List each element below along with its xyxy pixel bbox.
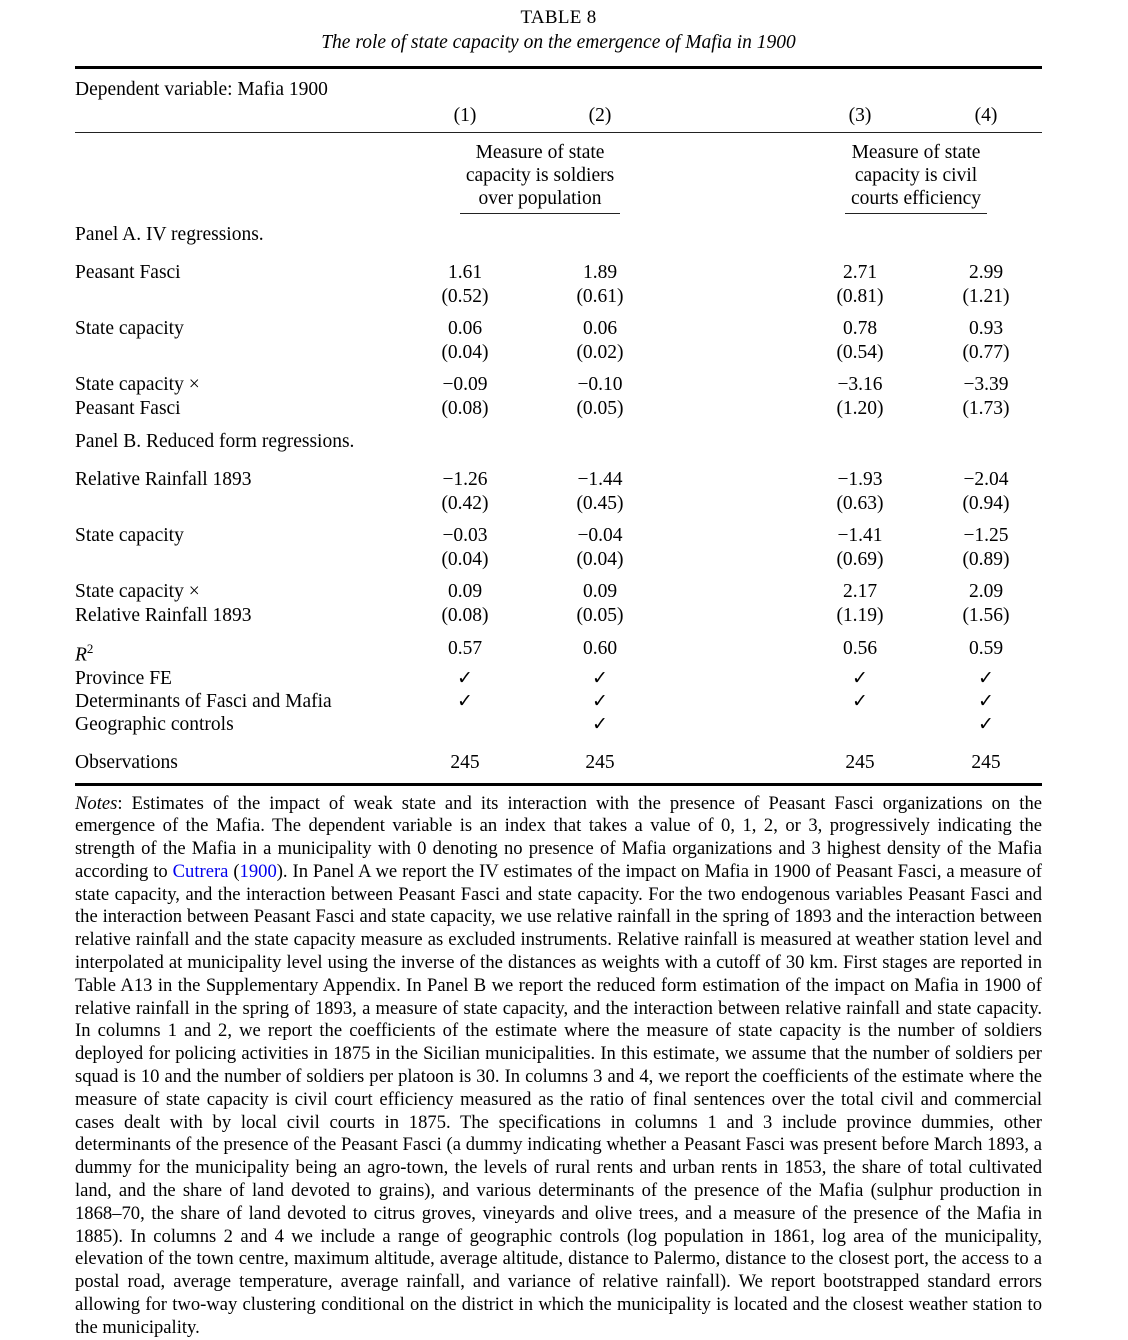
std-error: (0.02) [576,342,624,363]
std-error: (0.04) [576,549,624,570]
std-error: (0.52) [441,286,489,307]
determinants-label: Determinants of Fasci and Mafia [75,690,332,712]
column-number-row [75,102,1042,132]
group-header-row [75,133,1042,214]
variable-label: Peasant Fasci [75,262,181,283]
variable-label: State capacity [75,525,184,546]
std-error: (0.04) [441,549,489,570]
checkmark-icon: ✓ [852,690,868,712]
coefficient: −1.25 [963,525,1009,546]
checkmark-icon: ✓ [592,667,608,689]
std-error: (1.20) [836,398,884,419]
checkmark-icon: ✓ [592,713,608,735]
group-header-courts: Measure of state capacity is civil courts efficiency [790,141,1042,214]
std-error: (1.19) [836,605,884,626]
r-squared-value: 0.57 [447,638,483,659]
row-observations [75,751,1042,781]
province-fe-label: Province FE [75,667,172,689]
table-number: TABLE 8 [520,7,597,28]
coefficient: −1.93 [837,469,883,490]
checkmark-icon: ✓ [978,690,994,712]
coefficient: −1.26 [442,469,488,490]
coefficient: −3.16 [837,374,883,395]
bottom-rule [75,783,1042,786]
checkmark-icon: ✓ [592,690,608,712]
notes-label: Notes [75,792,118,814]
variable-label-line2: Peasant Fasci [75,398,181,419]
table-title: The role of state capacity on the emergence of Mafia in 1900 [321,32,796,53]
std-error: (1.21) [962,286,1010,307]
r-squared-label: R [75,644,87,666]
variable-label: State capacity × [75,581,200,602]
coefficient: 0.78 [842,318,878,339]
panel-a-label: Panel A. IV regressions. [75,224,264,245]
std-error: (0.05) [576,398,624,419]
stats-block [75,637,1042,736]
row-r-squared: $R^2$ 0.57 0.60 0.56 0.59 [75,637,1042,667]
notes-paren: ( [228,860,240,882]
geo-controls-label: Geographic controls [75,713,234,735]
notes-text-1: : Estimates of the impact of weak state and its interaction with the presence of Peasant Fasci organizations on the emergence of the Mafia. The dependent variable is an index that takes a value of 0, 1, 2, or 3, progressively indicating the strength of the Mafia in a municipality with 0 denoting no presence of Mafia organizations and 3 highest density of the Mafia according to [75,792,1042,882]
variable-label-line2: Relative Rainfall 1893 [75,605,252,626]
coefficient: 0.09 [447,581,483,602]
std-error: (0.61) [576,286,624,307]
row-relative-rainfall [75,468,1042,516]
citation-link-year[interactable]: 1900 [239,860,277,882]
std-error: (0.81) [836,286,884,307]
coefficient: −1.44 [577,469,623,490]
checkmark-icon: ✓ [457,690,473,712]
table-notes [75,793,1042,1340]
coefficient: 0.09 [582,581,618,602]
panel-b-label: Panel B. Reduced form regressions. [75,431,355,452]
coefficient: 1.89 [582,262,618,283]
coefficient: 2.09 [968,581,1004,602]
std-error: (0.89) [962,549,1010,570]
checkmark-icon: ✓ [978,713,994,735]
coefficient: −0.04 [577,525,623,546]
std-error: (0.45) [576,493,624,514]
std-error: (0.69) [836,549,884,570]
checkmark-icon: ✓ [852,667,868,689]
variable-label: Relative Rainfall 1893 [75,469,252,490]
coefficient: −0.09 [442,374,488,395]
std-error: (0.94) [962,493,1010,514]
coefficient: 2.99 [968,262,1004,283]
coefficient: 1.61 [447,262,483,283]
coefficient: 0.06 [447,318,483,339]
coefficient: 2.71 [842,262,878,283]
coefficient: 0.93 [968,318,1004,339]
std-error: (0.63) [836,493,884,514]
column-number-1: (1) [453,105,477,126]
observations-value: 245 [971,751,1001,773]
r-squared-value: 0.56 [842,638,878,659]
std-error: (1.73) [962,398,1010,419]
std-error: (0.08) [441,398,489,419]
row-state-capacity-a [75,317,1042,365]
coefficient: −2.04 [963,469,1009,490]
observations-value: 245 [585,751,615,773]
notes-text-2: ). In Panel A we report the IV estimates of the impact on Mafia in 1900 of Peasant Fasci, a measure of state capacity, and the interaction between Peasant Fasci and state capacity. For the two endogenous variables Peasant Fasci and the interaction between Peasant Fasci and state capacity, we use relative rainfall in the spring of 1893 and the interaction between relative rainfall and the state capacity measure as excluded instruments. Relative rainfall is measured at weather station level and interpolated at municipality level using the inverse of the distances as weights with a cutoff of 30 km. First stages are reported in Table A13 in the Supplementary Appendix. In Panel B we report the reduced form estimation of the impact on Mafia in 1900 of relative rainfall in the spring of 1893, a measure of state capacity, and the interaction between relative rainfall and state capacity. In columns 1 and 2, we report the coefficients of the estimate where the measure of state capacity is the number of soldiers deployed for policing activities in 1875 in the Sicilian municipalities. In this estimate, we assume that the number of soldiers per squad is 10 and the number of soldiers per platoon is 30. In columns 3 and 4, we report the coefficients of the estimate where the measure of state capacity is civil court efficiency measured as the ratio of final sentences over the total civil and commercial cases dealt with by local civil courts in 1875. The specifications in columns 1 and 3 include province dummies, other determinants of the presence of the Peasant Fasci (a dummy indicating whether a Peasant Fasci was present before March 1893, a dummy for the municipality being an agro-town, the levels of rural rents and urban rents in 1853, the share of total cultivated land, and the share of land devoted to grains), and various determinants of the presence of the Mafia (sulphur production in 1868–70, the share of land devoted to citrus groves, vineyards and olive trees, and a measure of the presence of the Mafia in 1885). In columns 2 and 4 we include a range of geographic controls (log population in 1861, log area of the municipality, elevation of the town centre, maximum altitude, average altitude, distance to Palermo, distance to the closest port, the access to a postal road, average temperature, average rainfall, and variance of relative rainfall). We report bootstrapped standard errors allowing for two-way clustering conditional on the district in which the municipality is located and the closest weather station to the municipality. [75,860,1042,1338]
row-peasant-fasci [75,261,1042,309]
observations-value: 245 [450,751,480,773]
std-error: (0.08) [441,605,489,626]
std-error: (0.05) [576,605,624,626]
std-error: (0.42) [441,493,489,514]
std-error: (0.04) [441,342,489,363]
coefficient: 0.06 [582,318,618,339]
checkmark-icon: ✓ [457,667,473,689]
row-province-fe [75,667,1042,690]
std-error: (0.54) [836,342,884,363]
citation-link-author[interactable]: Cutrera [172,860,229,882]
variable-label: State capacity [75,318,184,339]
row-state-capacity-b [75,524,1042,572]
observations-value: 245 [845,751,875,773]
std-error: (1.56) [962,605,1010,626]
group-header-soldiers: Measure of state capacity is soldiers over population [405,141,675,214]
r-squared-value: 0.59 [968,638,1004,659]
row-geographic-controls [75,713,1042,736]
row-interaction-a [75,373,1042,421]
observations-label: Observations [75,751,178,773]
coefficient: −1.41 [837,525,883,546]
column-number-2: (2) [588,105,612,126]
row-interaction-b [75,580,1042,628]
checkmark-icon: ✓ [978,667,994,689]
coefficient: −3.39 [963,374,1009,395]
coefficient: 2.17 [842,581,878,602]
row-determinants [75,690,1042,713]
column-number-4: (4) [974,105,998,126]
column-number-3: (3) [848,105,872,126]
std-error: (0.77) [962,342,1010,363]
coefficient: −0.10 [577,374,623,395]
variable-label: State capacity × [75,374,200,395]
dependent-variable-label: Dependent variable: Mafia 1900 [75,79,328,100]
paper-table [75,6,1042,1340]
r-squared-value: 0.60 [582,638,618,659]
coefficient: −0.03 [442,525,488,546]
